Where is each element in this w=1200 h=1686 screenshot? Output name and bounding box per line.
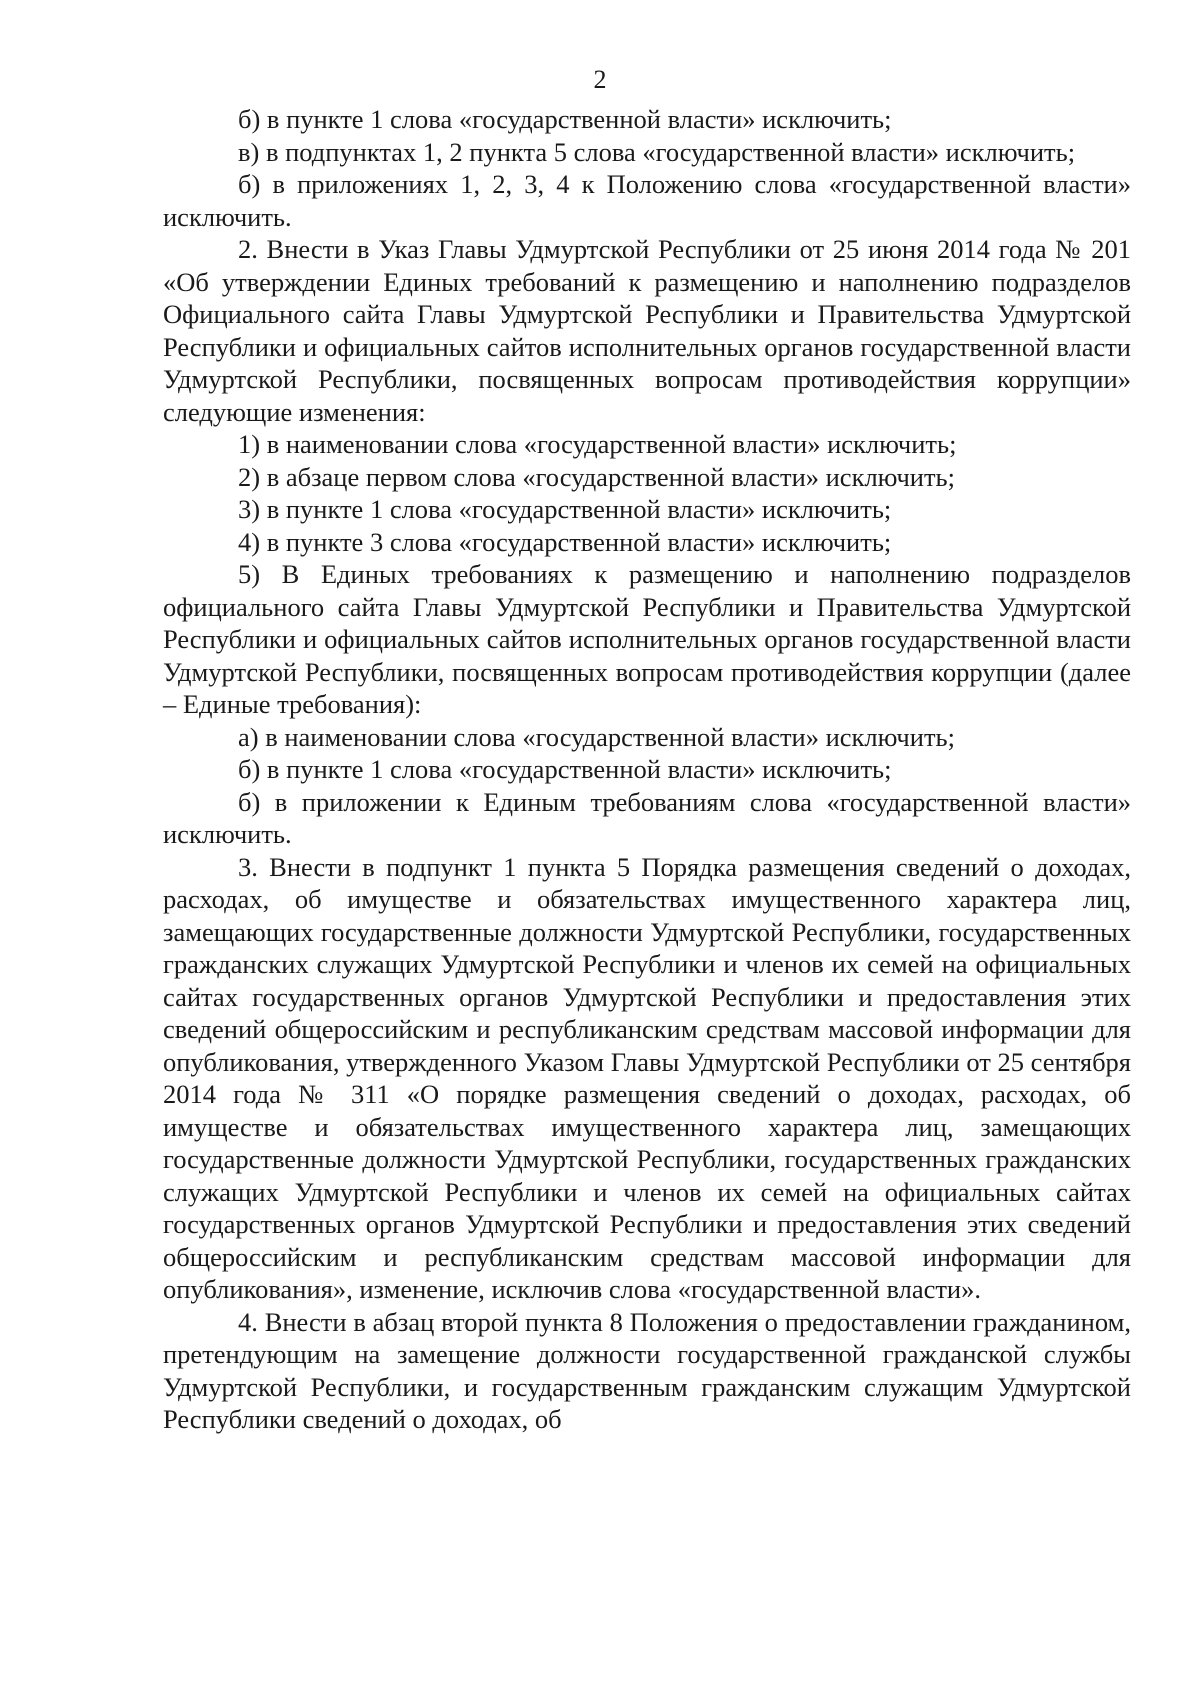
paragraph-2-item-5b: б) в пункте 1 слова «государственной власти» исключить; <box>238 754 892 784</box>
paragraph-2-item-4: 4) в пункте 3 слова «государственной власти» исключить; <box>238 526 892 557</box>
paragraph-2-item-5: 5) В Единых требованиях к размещению и наполнению подразделов официального сайта Главы Удмуртской Республики и Правительства Удмуртской Республики и официальных сайтов исполнительных органов государственной власти Удмуртской Республики, посвященных вопросам противодействия коррупции (далее – Единые требования): <box>163 559 1131 719</box>
paragraph-2-item-5a: а) в наименовании слова «государственной власти» исключить; <box>238 721 955 752</box>
paragraph-1b-clause-1: б) в пункте 1 слова «государственной власти» исключить; <box>238 104 892 134</box>
page-number: 2 <box>593 65 607 94</box>
paragraph-2-item-1: 1) в наименовании слова «государственной власти» исключить; <box>238 429 957 459</box>
paragraph-4-regulation: 4. Внести в абзац второй пункта 8 Положения о предоставлении гражданином, претендующим на замещение должности государственной гражданской службы Удмуртской Республики, и государственным гражданским служащим Удмуртской Республики сведений о доходах, об <box>163 1306 1131 1434</box>
paragraph-2-item-5b-appendix: б) в приложении к Единым требованиям слова «государственной власти» исключить. <box>163 786 1131 849</box>
paragraph-1b-appendices: б) в приложениях 1, 2, 3, 4 к Положению слова «государственной власти» исключить. <box>163 169 1131 232</box>
paragraph-3-decree-311: 3. Внести в подпункт 1 пункта 5 Порядка размещения сведений о доходах, расходах, об имуществе и обязательствах имущественного характера лиц, замещающих государственные должности Удмуртской Республики, государственных гражданских служащих Удмуртской Республики и членов их семей на официальных сайтах государственных органов Удмуртской Республики и предоставления этих сведений общероссийским и республиканским средствам массовой информации для опубликования, утвержденного Указом Главы Удмуртской Республики от 25 сентября 2014 года № 311 «О порядке размещения сведений о доходах, расходах, об имуществе и обязательствах имущественного характера лиц, замещающих государственные должности Удмуртской Республики, государственных гражданских служащих Удмуртской Республики и членов их семей на официальных сайтах государственных органов Удмуртской Республики и предоставления этих сведений общероссийским и республиканским средствам массовой информации для опубликования», изменение, исключив слова «государственной власти». <box>163 851 1131 1304</box>
paragraph-2-item-3: 3) в пункте 1 слова «государственной власти» исключить; <box>238 494 892 524</box>
paragraph-2-decree-201: 2. Внести в Указ Главы Удмуртской Республики от 25 июня 2014 года № 201 «Об утверждении Единых требований к размещению и наполнению подразделов Официального сайта Главы Удмуртской Республики и Правительства Удмуртской Республики и официальных сайтов исполнительных органов государственной власти Удмуртской Республики, посвященных вопросам противодействия коррупции» следующие изменения: <box>163 234 1131 427</box>
document-body <box>163 103 1131 1436</box>
paragraph-1v-subclauses: в) в подпунктах 1, 2 пункта 5 слова «государственной власти» исключить; <box>238 136 1076 167</box>
paragraph-2-item-2: 2) в абзаце первом слова «государственной власти» исключить; <box>238 461 955 492</box>
